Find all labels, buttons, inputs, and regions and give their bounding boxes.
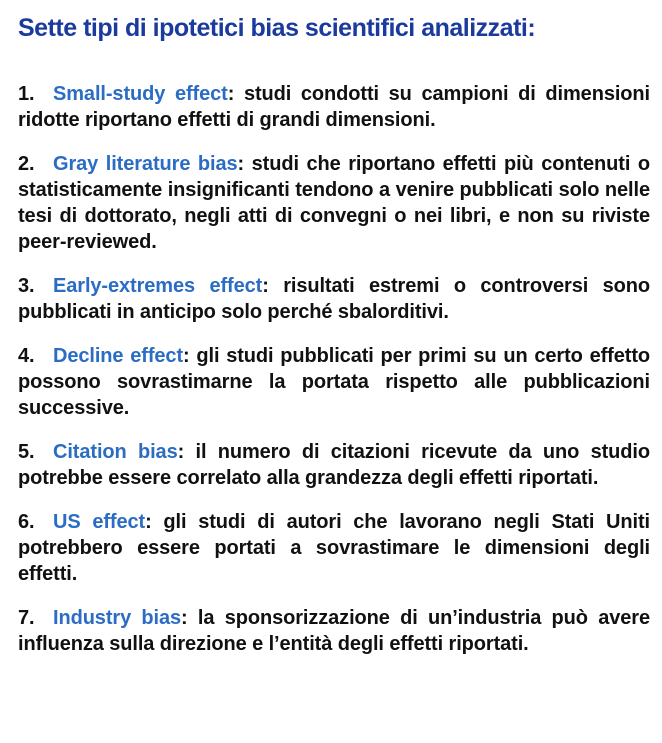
item-number: 5. xyxy=(18,441,35,463)
item-term: Citation bias xyxy=(53,441,178,463)
item-term: Early-extremes effect xyxy=(53,275,263,297)
item-term: Industry bias xyxy=(53,607,182,629)
item-description: : studi che riportano effetti più contenuti o statisticamente insignificanti tendono a venire pubblicati solo nelle tesi di dottorato, negli atti di convegni o nei libri, e non su riviste peer-reviewed. xyxy=(18,153,650,253)
item-number: 2. xyxy=(18,153,35,175)
item-number: 1. xyxy=(18,83,35,105)
item-description: : la sponsorizzazione di un’industria può avere influenza sulla direzione e l’entità degli effetti riportati. xyxy=(18,607,650,655)
item-number: 3. xyxy=(18,275,35,297)
item-description: : studi condotti su campioni di dimensioni ridotte riportano effetti di grandi dimensioni. xyxy=(18,83,650,131)
bias-item-7 xyxy=(18,605,650,657)
item-description: : gli studi di autori che lavorano negli Stati Uniti potrebbero essere portati a sovrastimare le dimensioni degli effetti. xyxy=(18,511,650,585)
bias-item-4 xyxy=(18,343,650,421)
item-term: Small-study effect xyxy=(53,83,228,105)
item-term: US effect xyxy=(53,511,146,533)
item-description: : risultati estremi o controversi sono pubblicati in anticipo solo perché sbalorditivi. xyxy=(18,275,650,323)
bias-item-1 xyxy=(18,81,650,133)
item-term: Gray literature bias xyxy=(53,153,238,175)
item-description: : gli studi pubblicati per primi su un certo effetto possono sovrastimarne la portata rispetto alle pubblicazioni successive. xyxy=(18,345,650,419)
item-number: 6. xyxy=(18,511,35,533)
bias-item-3 xyxy=(18,273,650,325)
page-title: Sette tipi di ipotetici bias scientifici analizzati: xyxy=(18,14,536,42)
bias-item-6 xyxy=(18,509,650,587)
bias-list xyxy=(18,81,650,675)
item-description: : il numero di citazioni ricevute da uno studio potrebbe essere correlato alla grandezza degli effetti riportati. xyxy=(18,441,650,489)
item-term: Decline effect xyxy=(53,345,184,367)
item-number: 4. xyxy=(18,345,35,367)
item-number: 7. xyxy=(18,607,35,629)
bias-item-5 xyxy=(18,439,650,491)
bias-item-2 xyxy=(18,151,650,255)
